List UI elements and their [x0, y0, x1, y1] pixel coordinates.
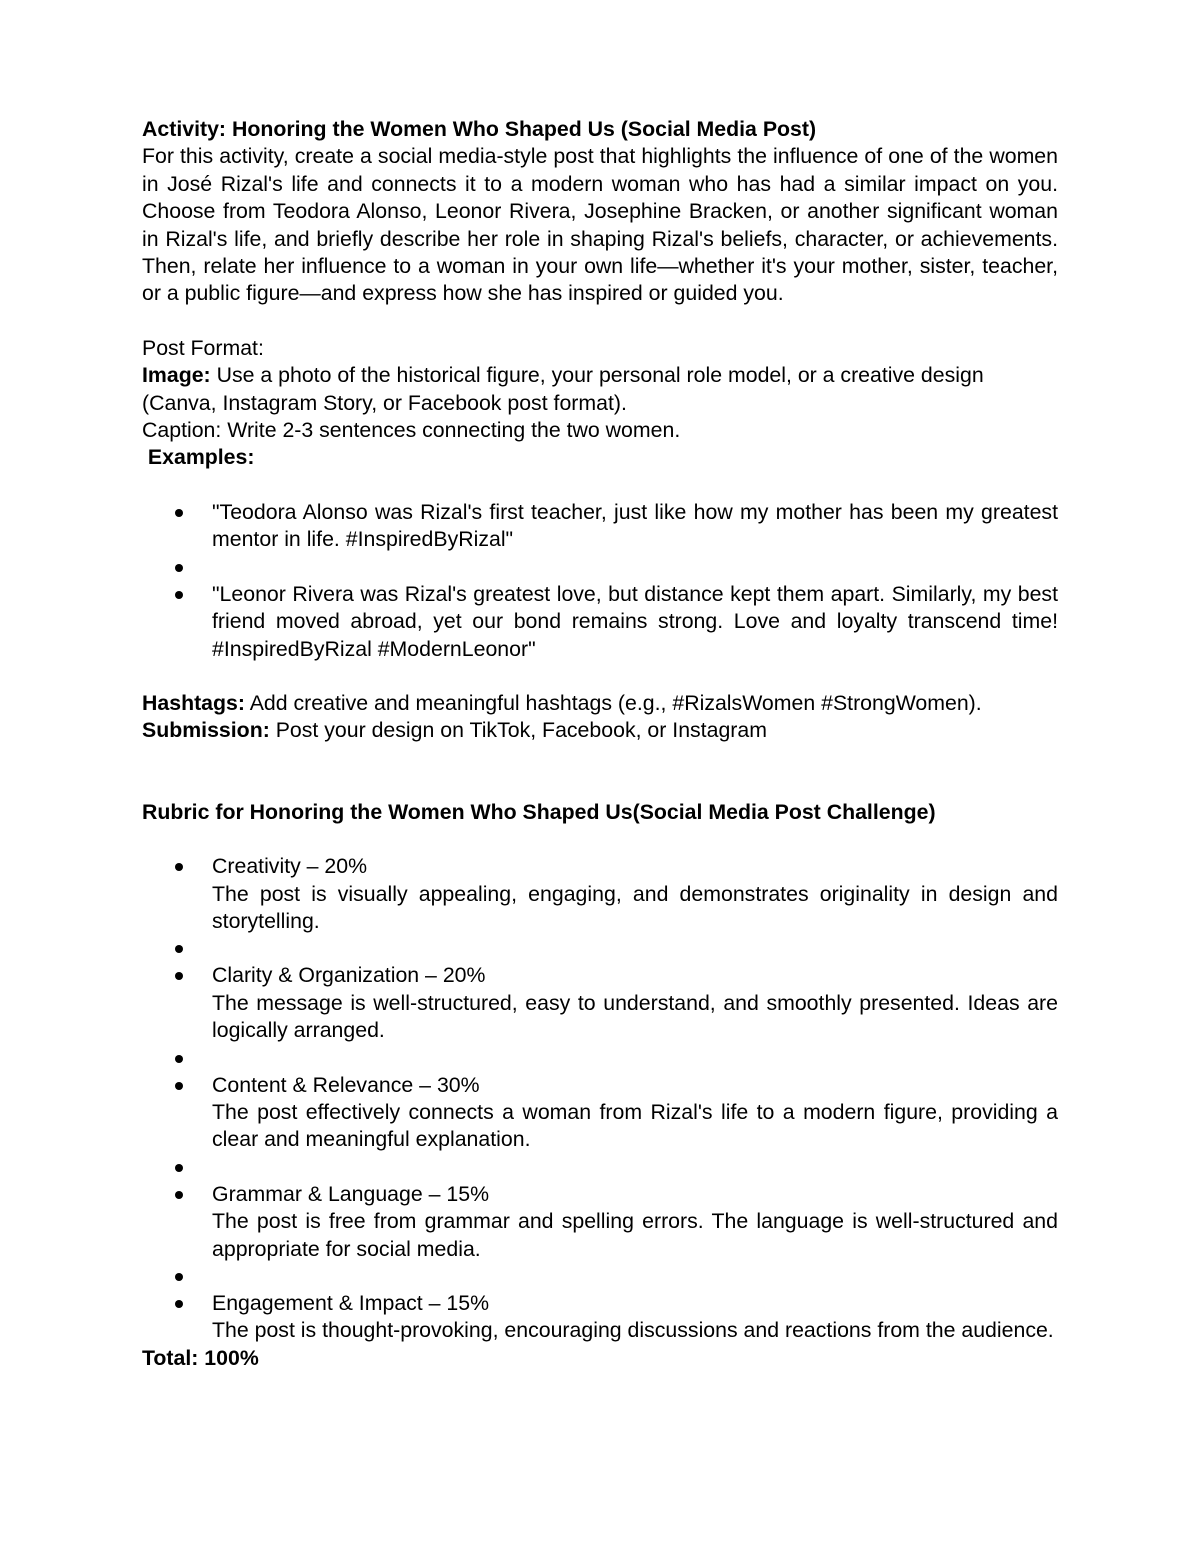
caption-instruction: Caption: Write 2-3 sentences connecting the two women.	[142, 418, 681, 443]
criterion-name: Grammar & Language – 15%	[212, 1181, 490, 1206]
image-label: Image:	[142, 363, 211, 388]
examples-label: Examples:	[147, 445, 255, 470]
example-item: "Teodora Alonso was Rizal's first teacher, just like how my mother has been my greatest mentor in life. #InspiredByRizal"	[142, 499, 1058, 554]
hashtags-label: Hashtags:	[142, 690, 245, 715]
submission-label: Submission:	[142, 718, 270, 743]
example-item: "Leonor Rivera was Rizal's greatest love, but distance kept them apart. Similarly, my best friend moved abroad, yet our bond remains strong. Love and loyalty transcend time! #InspiredByRizal #ModernLeonor"	[142, 581, 1058, 663]
hashtags-text: Add creative and meaningful hashtags (e.g., #RizalsWomen #StrongWomen).	[244, 690, 982, 715]
examples-list	[142, 499, 1058, 663]
criterion-description: The message is well-structured, easy to understand, and smoothly presented. Ideas are logically arranged.	[212, 990, 1058, 1043]
activity-title: Activity: Honoring the Women Who Shaped Us (Social Media Post)	[142, 117, 817, 141]
rubric-criterion	[142, 1072, 1058, 1154]
criterion-description: The post effectively connects a woman from Rizal's life to a modern figure, providing a clear and meaningful explanation.	[212, 1099, 1058, 1152]
criterion-name: Creativity – 20%	[212, 854, 368, 879]
rubric-criterion	[142, 1181, 1058, 1263]
rubric-list	[142, 853, 1058, 1345]
criterion-name: Clarity & Organization – 20%	[212, 963, 486, 988]
criterion-name: Content & Relevance – 30%	[212, 1072, 480, 1097]
rubric-criterion	[142, 962, 1058, 1044]
activity-intro: For this activity, create a social media-style post that highlights the influence of one of the women in José Rizal's life and connects it to a modern woman who has had a similar impact on you. Choose from Teodora Alonso, Leonor Rivera, Josephine Bracken, or another significant woman in Rizal's life, and briefly describe her role in shaping Rizal's beliefs, character, or achievements. Then, relate her influence to a woman in your own life—whether it's your mother, sister, teacher, or a public figure—and express how she has inspired or guided you.	[142, 144, 1058, 306]
rubric-criterion	[142, 1290, 1058, 1345]
post-format-heading: Post Format:	[142, 335, 264, 360]
submission-instruction	[142, 717, 1058, 744]
criterion-description: The post is free from grammar and spelling errors. The language is well-structured and appropriate for social media.	[212, 1209, 1058, 1261]
hashtags-instruction	[142, 690, 1058, 717]
rubric-total: Total: 100%	[142, 1345, 259, 1370]
submission-text: Post your design on TikTok, Facebook, or Instagram	[269, 718, 767, 743]
rubric-title: Rubric for Honoring the Women Who Shaped Us(Social Media Post Challenge)	[142, 799, 936, 824]
criterion-description: The post is visually appealing, engaging, and demonstrates originality in design and storytelling.	[212, 881, 1058, 933]
document-page	[142, 116, 1058, 1372]
image-text: Use a photo of the historical figure, your personal role model, or a creative design (Canva, Instagram Story, or Facebook post format).	[142, 363, 984, 415]
criterion-description: The post is thought-provoking, encouraging discussions and reactions from the audience.	[212, 1318, 1054, 1343]
criterion-name: Engagement & Impact – 15%	[212, 1291, 490, 1315]
rubric-criterion	[142, 853, 1058, 935]
image-instruction	[142, 362, 1058, 417]
